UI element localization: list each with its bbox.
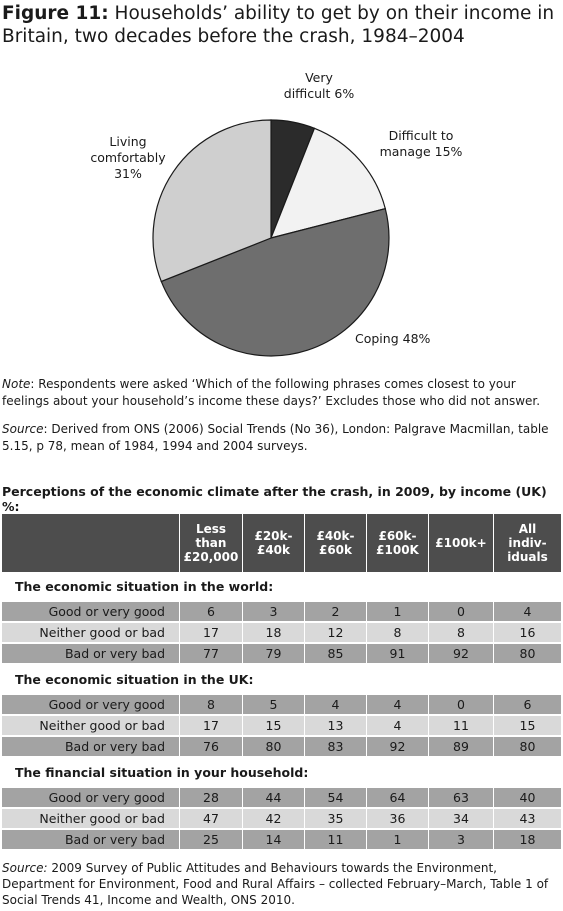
table-cell: 83 [304,737,366,756]
note-prefix: Note [2,377,31,391]
pie-chart [0,60,563,360]
row-label: Neither good or bad [39,811,165,826]
table-cell: 85 [304,644,366,663]
column-header-line: £100K [376,543,419,557]
row-label: Good or very good [48,697,165,712]
table-row [2,623,561,642]
table-cell: 8 [428,623,493,642]
table-cell: 34 [428,809,493,828]
table-cell: 16 [493,623,561,642]
table-cell: 4 [493,602,561,621]
table-cell: 1 [366,830,428,849]
table-cell: 44 [242,788,304,807]
table-cell: 4 [366,716,428,735]
note-text: : Respondents were asked ‘Which of the following phrases comes closest to your feelings about your household’s income these days?’ Excludes those who did not answer. [2,377,541,408]
table-cell: 6 [179,602,242,621]
table-cell: 18 [493,830,561,849]
table-cell: 17 [179,716,242,735]
column-header-line: £40k- [316,529,355,543]
row-label: Neither good or bad [39,718,165,733]
perceptions-table [2,514,561,851]
column-header [304,514,366,572]
column-header [242,514,304,572]
table-title: Perceptions of the economic climate after the crash, in 2009, by income (UK) %: [2,484,547,514]
table-cell: 91 [366,644,428,663]
table-cell: 3 [242,602,304,621]
table-cell: 63 [428,788,493,807]
column-header [493,514,561,572]
table-cell: 43 [493,809,561,828]
column-header-line: £100k+ [435,536,487,550]
row-label: Good or very good [48,790,165,805]
source-2-prefix: Source: [2,861,48,875]
section-heading: The financial situation in your household: [15,765,309,780]
column-header [428,514,493,572]
table-cell: 4 [304,695,366,714]
table-cell: 54 [304,788,366,807]
figure-number: Figure 11: [2,3,109,24]
column-header [179,514,242,572]
row-label: Bad or very bad [64,739,165,754]
table-cell: 40 [493,788,561,807]
table-cell: 80 [493,644,561,663]
table-row [2,737,561,756]
table-cell: 14 [242,830,304,849]
table-cell: 77 [179,644,242,663]
table-cell: 76 [179,737,242,756]
table-cell: 89 [428,737,493,756]
table-cell: 25 [179,830,242,849]
table-row [2,644,561,663]
source-1-prefix: Source [2,422,44,436]
pie-slice-label: Very difficult 6% [283,70,355,101]
table-cell: 5 [242,695,304,714]
column-header-line: iduals [507,550,548,564]
row-label: Bad or very bad [64,832,165,847]
table-cell: 80 [242,737,304,756]
note [2,376,558,410]
source-2-text: 2009 Survey of Public Attitudes and Behaviours towards the Environment, Department for Environment, Food and Rural Affairs – collected February–March, Table 1 of Social Trends 41, Income and Wealth, ONS 2010. [2,861,549,907]
row-label: Neither good or bad [39,625,165,640]
column-header [366,514,428,572]
column-header-line: £20,000 [183,550,239,564]
table-cell: 35 [304,809,366,828]
table-row [2,716,561,735]
column-header-line: Less than [195,522,227,550]
source-1 [2,421,558,455]
table-cell: 15 [493,716,561,735]
column-header-line: £40k [256,543,290,557]
figure-title-text: Households’ ability to get by on their income in Britain, two decades before the crash, 1984–2004 [2,3,555,47]
source-1-text: : Derived from ONS (2006) Social Trends (No 36), London: Palgrave Macmillan, table 5.15, p 78, mean of 1984, 1994 and 2004 surveys. [2,422,549,453]
table-cell: 92 [366,737,428,756]
table-cell: 2 [304,602,366,621]
section-heading: The economic situation in the world: [15,579,274,594]
table-cell: 6 [493,695,561,714]
table-cell: 18 [242,623,304,642]
table-row [2,788,561,807]
table-cell: 92 [428,644,493,663]
table-cell: 80 [493,737,561,756]
table-row [2,695,561,714]
table-cell: 36 [366,809,428,828]
table-cell: 11 [428,716,493,735]
table-cell: 13 [304,716,366,735]
table-cell: 17 [179,623,242,642]
table-row [2,602,561,621]
table-cell: 42 [242,809,304,828]
table-cell: 1 [366,602,428,621]
table-cell: 11 [304,830,366,849]
table-cell: 64 [366,788,428,807]
table-header [2,514,561,572]
pie-slice-label: Living comfortably 31% [90,134,166,181]
section-heading: The economic situation in the UK: [15,672,254,687]
source-2 [2,860,560,908]
pie-slice-label: Coping 48% [355,331,431,346]
table-cell: 8 [179,695,242,714]
table-cell: 0 [428,695,493,714]
table-cell: 12 [304,623,366,642]
table-cell: 28 [179,788,242,807]
column-header-line: £60k- [378,529,417,543]
table-row [2,830,561,849]
figure-title [2,2,560,48]
table-cell: 15 [242,716,304,735]
row-label: Bad or very bad [64,646,165,661]
table-row [2,809,561,828]
column-header-line: indiv- [508,536,547,550]
table-cell: 0 [428,602,493,621]
table-cell: 79 [242,644,304,663]
column-header-line: All [518,522,537,536]
table-cell: 8 [366,623,428,642]
column-header-line: £20k- [254,529,293,543]
pie-slice-label: Difficult to manage 15% [379,128,463,159]
table-cell: 3 [428,830,493,849]
table-cell: 47 [179,809,242,828]
column-header-line: £60k [318,543,352,557]
row-label: Good or very good [48,604,165,619]
table-cell: 4 [366,695,428,714]
